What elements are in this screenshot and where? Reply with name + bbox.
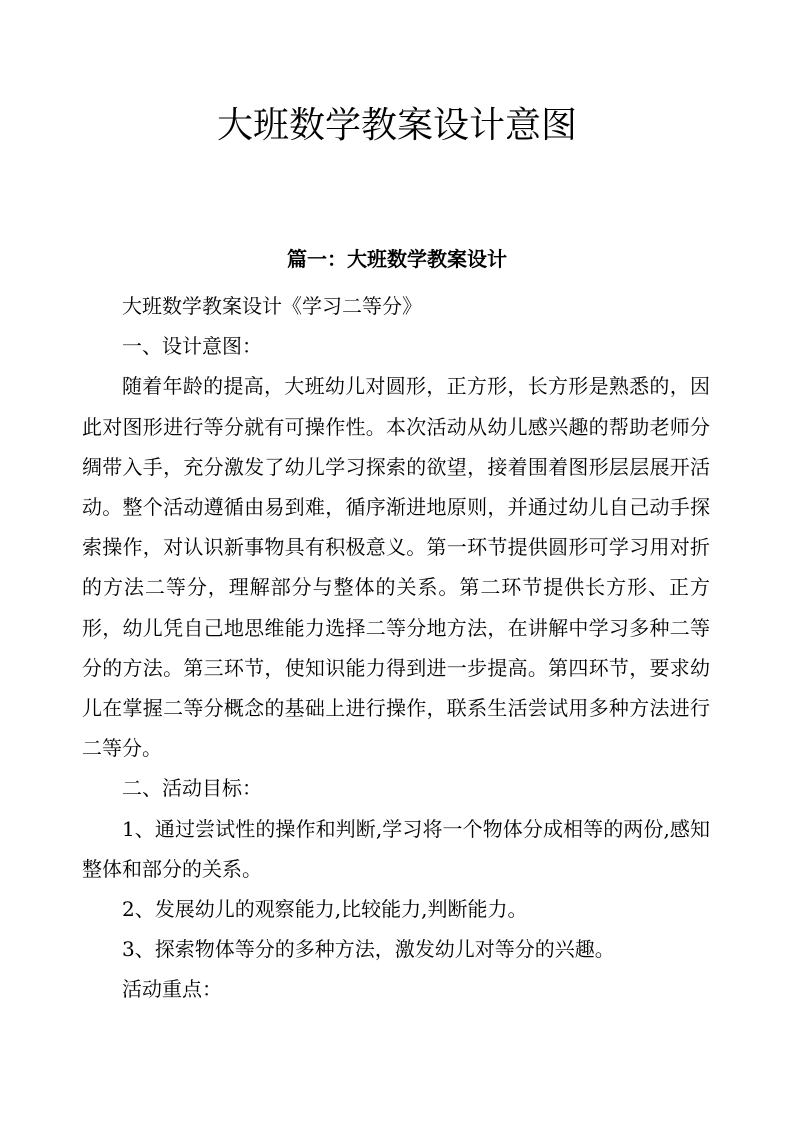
document-subtitle: 篇一：大班数学教案设计 xyxy=(287,247,507,271)
paragraph-heading-goals: 二、活动目标： xyxy=(122,776,262,801)
paragraph-heading-design-intent: 一、设计意图： xyxy=(122,334,262,359)
paragraph-lesson-name: 大班数学教案设计《学习二等分》 xyxy=(122,294,422,318)
document-body xyxy=(82,286,710,1010)
document-title: 大班数学教案设计意图 xyxy=(216,105,577,146)
paragraph-goal-3: 3、探索物体等分的多种方法，激发幼儿对等分的兴趣。 xyxy=(122,937,615,962)
paragraph-goal-1: 1、通过尝试性的操作和判断,学习将一个物体分成相等的两份,感知整体和部分的关系。 xyxy=(82,816,710,881)
paragraph-design-intent: 随着年龄的提高，大班幼儿对圆形，正方形，长方形是熟悉的，因此对图形进行等分就有可操作性。本次活动从幼儿感兴趣的帮助老师分绸带入手，充分激发了幼儿学习探索的欲望，接着围着图形层层展开活动。整个活动遵循由易到难，循序渐进地原则，并通过幼儿自己动手探索操作，对认识新事物具有积极意义。第一环节提供圆形可学习用对折的方法二等分，理解部分与整体的关系。第二环节提供长方形、正方形，幼儿凭自己地思维能力选择二等分地方法，在讲解中学习多种二等分的方法。第三环节，使知识能力得到进一步提高。第四环节，要求幼儿在掌握二等分概念的基础上进行操作，联系生活尝试用多种方法进行二等分。 xyxy=(82,374,710,761)
paragraph-heading-key-points: 活动重点： xyxy=(122,977,222,1002)
paragraph-goal-2: 2、发展幼儿的观察能力,比较能力,判断能力。 xyxy=(122,897,528,922)
